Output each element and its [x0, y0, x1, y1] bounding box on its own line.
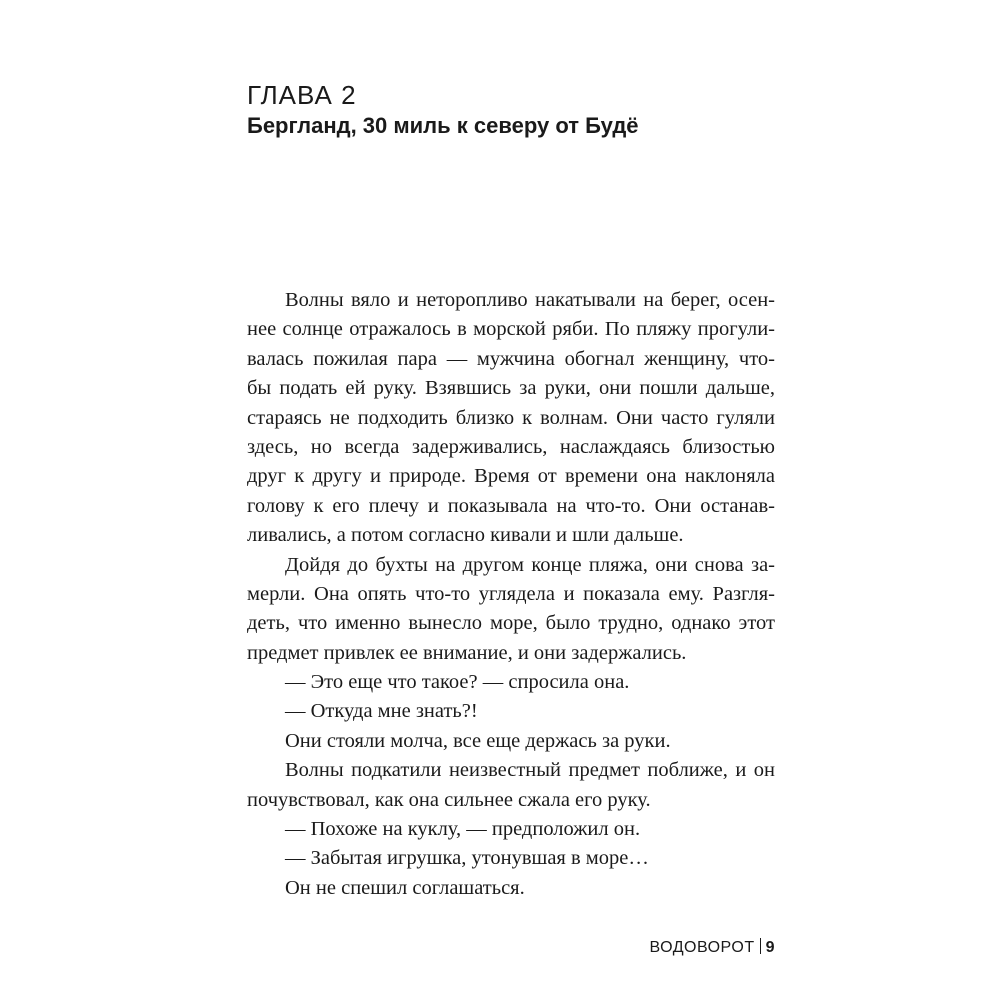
chapter-title: Бергланд, 30 миль к северу от Будё — [247, 113, 639, 138]
text-line: бы подать ей руку. Взявшись за руки, они пошли дальше, — [247, 377, 775, 400]
text-line: мерли. Она опять что-то углядела и показала ему. Разгля- — [247, 582, 775, 605]
text-line: валась пожилая пара — мужчина обогнал женщину, что- — [247, 347, 775, 370]
text-line: ливались, а потом согласно кивали и шли дальше. — [247, 524, 684, 547]
text-line: голову к его плечу и показывала на что-то. Они останав- — [247, 494, 775, 517]
text-line: друг к другу и природе. Время от времени она наклоняла — [247, 465, 775, 488]
running-footer — [649, 938, 775, 958]
text-line: предмет привлек ее внимание, и они задержались. — [247, 641, 687, 664]
text-line: Дойдя до бухты на другом конце пляжа, они снова за- — [285, 553, 775, 576]
text-line: Волны вяло и неторопливо накатывали на берег, осен- — [285, 289, 775, 311]
body-text — [247, 286, 775, 903]
text-line: — Это еще что такое? — спросила она. — [285, 671, 630, 694]
text-line: деть, что именно вынесло море, было трудно, однако этот — [247, 612, 775, 635]
book-title: ВОДОВОРОТ — [649, 939, 755, 956]
footer-divider — [760, 938, 761, 954]
text-line: — Забытая игрушка, утонувшая в море… — [285, 847, 649, 870]
text-line: здесь, но всегда задерживались, наслаждаясь близостью — [247, 435, 775, 458]
text-line: — Похоже на куклу, — предположил он. — [285, 818, 641, 841]
text-line: Они стояли молча, все еще держась за руки. — [285, 729, 671, 752]
text-line: Волны подкатили неизвестный предмет поближе, и он — [285, 759, 775, 782]
text-line: нее солнце отражалось в морской ряби. По пляжу прогули- — [247, 318, 775, 341]
text-line: стараясь не подходить близко к волнам. Они часто гуляли — [247, 406, 775, 429]
text-line: почувствовал, как она сильнее сжала его руку. — [247, 788, 651, 811]
text-line: Он не спешил соглашаться. — [285, 876, 525, 899]
text-line: — Откуда мне знать?! — [285, 700, 478, 723]
page-number: 9 — [765, 939, 775, 956]
chapter-label: ГЛАВА 2 — [247, 80, 357, 110]
